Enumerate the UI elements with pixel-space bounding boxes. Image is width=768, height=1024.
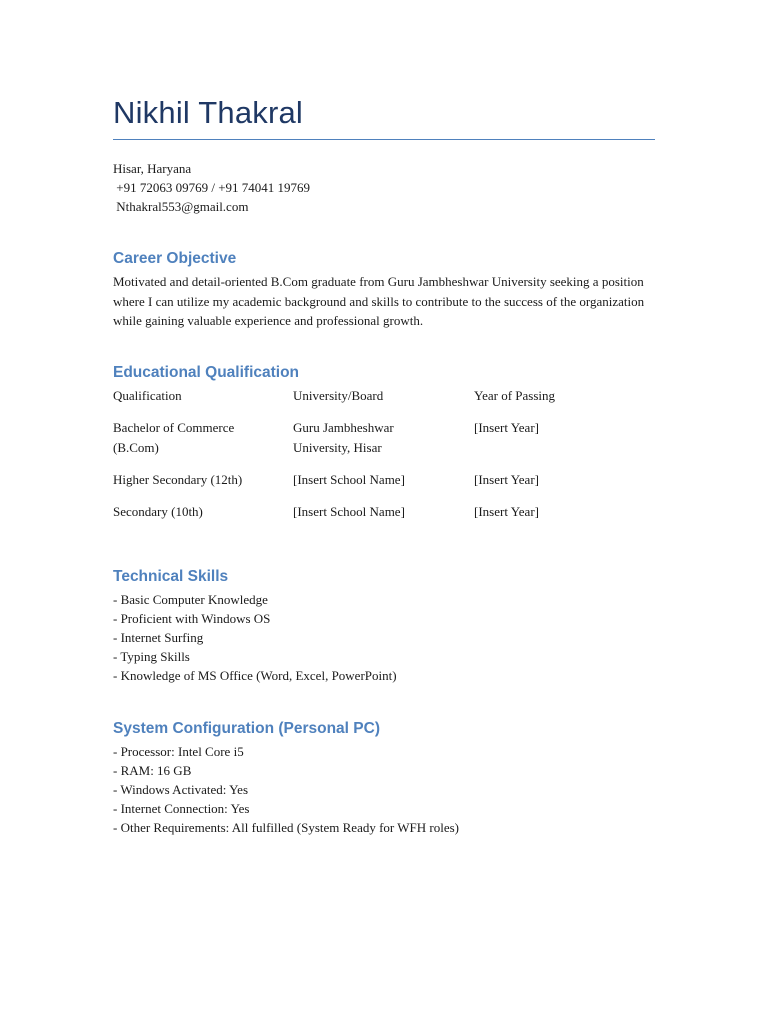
header-divider [113,139,655,140]
list-item: - Typing Skills [113,649,190,664]
phone-text: +91 72063 09769 / +91 74041 19769 [113,180,311,195]
education-cell: Guru Jambheshwar University, Hisar [293,420,394,455]
education-column-header: University/Board [293,388,384,403]
list-item: - RAM: 16 GB [113,763,192,778]
email-text: Nthakral553@gmail.com [113,199,249,214]
list-item: - Proficient with Windows OS [113,611,271,626]
education-cell: [Insert School Name] [293,504,405,519]
technical-skills-heading: Technical Skills [113,568,229,585]
education-cell: Bachelor of Commerce (B.Com) [113,420,235,455]
location-text: Hisar, Haryana [113,161,192,176]
list-item: - Other Requirements: All fulfilled (System Ready for WFH roles) [113,820,459,835]
list-item: - Internet Connection: Yes [113,801,250,816]
education-heading: Educational Qualification [113,364,300,381]
candidate-name: Nikhil Thakral [113,95,304,130]
list-item: - Windows Activated: Yes [113,782,249,797]
list-item: - Knowledge of MS Office (Word, Excel, PowerPoint) [113,668,397,683]
education-cell: Higher Secondary (12th) [113,472,243,487]
education-cell: [Insert School Name] [293,472,405,487]
career-objective-text: Motivated and detail-oriented B.Com graduate from Guru Jambheshwar University seeking a position where I can utilize my academic background and skills to contribute to the success of the organization while gaining valuable experience and professional growth. [113,274,645,328]
list-item: - Processor: Intel Core i5 [113,744,244,759]
education-cell: Secondary (10th) [113,504,203,519]
education-column-header: Qualification [113,388,182,403]
education-column-header: Year of Passing [474,388,556,403]
list-item: - Internet Surfing [113,630,204,645]
education-cell: [Insert Year] [474,420,539,435]
education-cell: [Insert Year] [474,504,539,519]
career-objective-heading: Career Objective [113,250,237,267]
education-cell: [Insert Year] [474,472,539,487]
system-configuration-heading: System Configuration (Personal PC) [113,720,380,737]
system-configuration-list [113,742,459,837]
list-item: - Basic Computer Knowledge [113,592,268,607]
technical-skills-list [113,590,397,685]
